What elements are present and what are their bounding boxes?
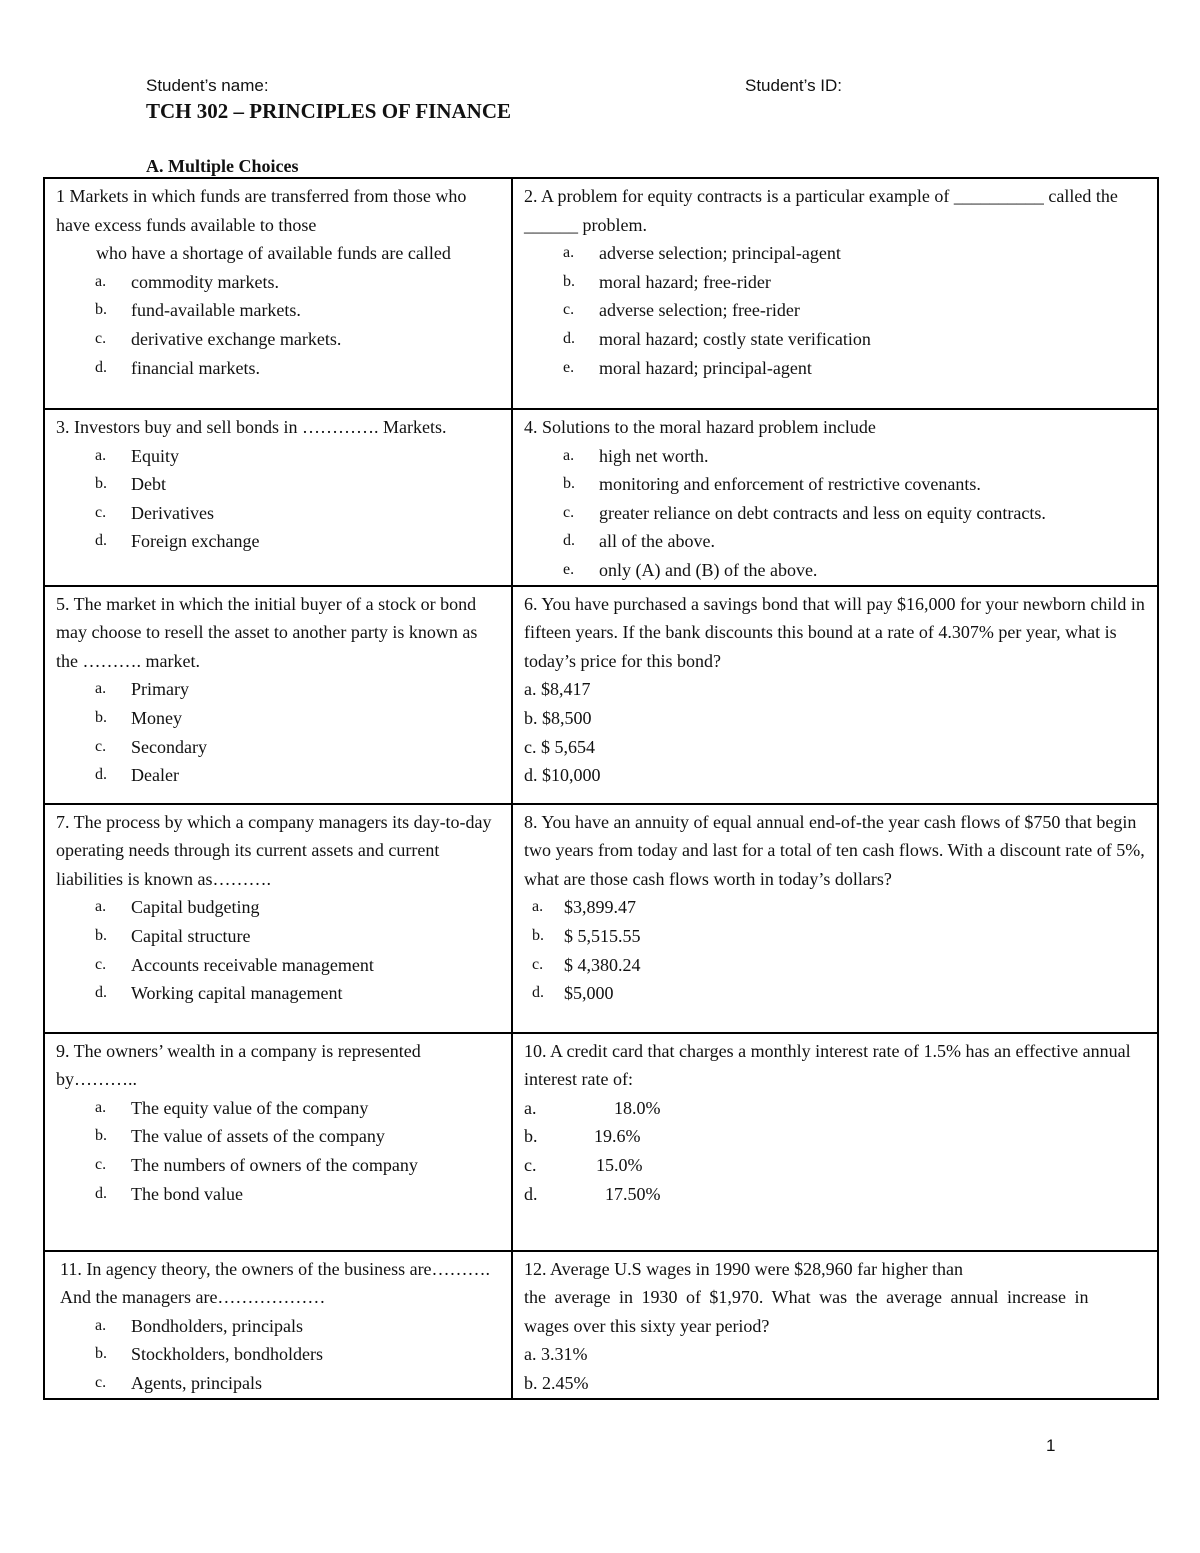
- option-d[interactable]: d. 17.50%: [524, 1183, 661, 1204]
- option-a[interactable]: a. 3.31%: [524, 1344, 588, 1365]
- option-a[interactable]: a. Bondholders, principals: [95, 1315, 303, 1336]
- question-cell-1: [44, 178, 512, 409]
- option-d[interactable]: d. Foreign exchange: [95, 531, 260, 552]
- question-text-continued: the average in 1930 of $1,970. What was the average annual increase in: [524, 1287, 1089, 1308]
- question-text: 10. A credit card that charges a monthly interest rate of 1.5% has an effective annual interest rate of:: [524, 1040, 1131, 1090]
- question-cell-10: [512, 1033, 1158, 1251]
- question-text: 1 Markets in which funds are transferred from those who have excess funds available to those: [56, 186, 467, 235]
- question-cell-9: [44, 1033, 512, 1251]
- question-text: 3. Investors buy and sell bonds in …………. Markets.: [56, 417, 447, 437]
- table-row: [44, 1251, 1158, 1399]
- option-c[interactable]: c. Derivatives: [95, 502, 214, 523]
- student-name-label: Student’s name:: [146, 76, 269, 95]
- option-b[interactable]: b. $ 5,515.55: [532, 925, 641, 946]
- question-text: 11. In agency theory, the owners of the business are………. And the managers are………………: [60, 1258, 491, 1308]
- question-text: 8. You have an annuity of equal annual end-of-the year cash flows of $750 that begin two years from today and last for a total of ten cash flows. With a discount rate of 5%, what are those cash flows worth in today’s dollars?: [524, 811, 1145, 889]
- question-cell-8: [512, 804, 1158, 1033]
- question-cell-4: [512, 409, 1158, 586]
- option-b[interactable]: b. $8,500: [524, 707, 592, 728]
- option-d[interactable]: d. $10,000: [524, 765, 601, 786]
- question-text: 5. The market in which the initial buyer of a stock or bond may choose to resell the asset to another party is known as the ………. market.: [56, 593, 478, 671]
- option-c[interactable]: c. greater reliance on debt contracts and less on equity contracts.: [563, 502, 1046, 523]
- option-b[interactable]: b. monitoring and enforcement of restrictive covenants.: [563, 474, 981, 495]
- option-c[interactable]: c. derivative exchange markets.: [95, 328, 342, 349]
- option-list: [524, 1340, 1147, 1397]
- option-c[interactable]: c. 15.0%: [524, 1154, 643, 1175]
- student-id-label: Student’s ID:: [745, 76, 843, 95]
- option-a[interactable]: a. adverse selection; principal-agent: [563, 243, 841, 264]
- option-list: [56, 675, 501, 789]
- table-row: [44, 804, 1158, 1033]
- option-a[interactable]: a. Primary: [95, 679, 189, 700]
- option-a[interactable]: a. Capital budgeting: [95, 897, 260, 918]
- option-a[interactable]: a. The equity value of the company: [95, 1097, 369, 1118]
- question-text: 6. You have purchased a savings bond that will pay $16,000 for your newborn child in fifteen years. If the bank discounts this bound at a rate of 4.307% per year, what is today’s price for this bond?: [524, 593, 1145, 671]
- question-text-continued: wages over this sixty year period?: [524, 1315, 770, 1336]
- question-text-continued: who have a shortage of available funds are called: [96, 243, 451, 264]
- option-list: [524, 1094, 1147, 1208]
- option-list: [56, 1312, 501, 1398]
- question-cell-11: [44, 1251, 512, 1399]
- page-title: TCH 302 – PRINCIPLES OF FINANCE: [146, 99, 511, 123]
- option-e[interactable]: e. only (A) and (B) of the above.: [563, 559, 818, 580]
- option-b[interactable]: b. Debt: [95, 474, 166, 495]
- option-c[interactable]: c. Agents, principals: [95, 1372, 262, 1393]
- option-b[interactable]: b. Capital structure: [95, 925, 251, 946]
- option-list: [485, 893, 1147, 1007]
- question-cell-5: [44, 586, 512, 804]
- question-text: 2. A problem for equity contracts is a particular example of __________ called the ______ problem.: [524, 186, 1118, 235]
- option-d[interactable]: d. Dealer: [95, 765, 179, 786]
- question-text: 12. Average U.S wages in 1990 were $28,960 far higher than: [524, 1258, 964, 1279]
- option-c[interactable]: c. Secondary: [95, 736, 207, 757]
- question-cell-7: [44, 804, 512, 1033]
- question-text: 9. The owners’ wealth in a company is represented by………..: [56, 1040, 421, 1090]
- option-b[interactable]: b. fund-available markets.: [95, 300, 301, 321]
- question-text: 4. Solutions to the moral hazard problem include: [524, 417, 876, 437]
- option-d[interactable]: d. $5,000: [532, 983, 614, 1004]
- option-list: [56, 268, 501, 382]
- questions-table: [43, 177, 1159, 1400]
- option-d[interactable]: d. Working capital management: [95, 983, 343, 1004]
- option-b[interactable]: b. Money: [95, 707, 182, 728]
- question-cell-12: [512, 1251, 1158, 1399]
- option-d[interactable]: d. all of the above.: [563, 531, 715, 552]
- option-a[interactable]: a. $3,899.47: [532, 897, 636, 918]
- option-list: [524, 675, 1147, 789]
- option-c[interactable]: c. The numbers of owners of the company: [95, 1154, 418, 1175]
- option-list: [524, 239, 1147, 382]
- table-row: [44, 586, 1158, 804]
- option-d[interactable]: d. moral hazard; costly state verification: [563, 328, 871, 349]
- option-b[interactable]: b. The value of assets of the company: [95, 1126, 385, 1147]
- option-d[interactable]: d. The bond value: [95, 1183, 243, 1204]
- option-c[interactable]: c. Accounts receivable management: [95, 954, 374, 975]
- option-a[interactable]: a. $8,417: [524, 679, 591, 700]
- option-e[interactable]: e. moral hazard; principal-agent: [563, 357, 812, 378]
- option-b[interactable]: b. 19.6%: [524, 1126, 641, 1147]
- option-a[interactable]: a. 18.0%: [524, 1097, 661, 1118]
- page-number: 1: [1046, 1436, 1056, 1455]
- option-a[interactable]: a. commodity markets.: [95, 271, 279, 292]
- table-row: [44, 178, 1158, 409]
- option-list: [56, 1094, 501, 1208]
- option-b[interactable]: b. moral hazard; free-rider: [563, 271, 771, 292]
- question-cell-3: [44, 409, 512, 586]
- option-b[interactable]: b. Stockholders, bondholders: [95, 1344, 323, 1365]
- option-list: [56, 893, 501, 1007]
- option-b[interactable]: b. 2.45%: [524, 1372, 589, 1393]
- option-c[interactable]: c. $ 5,654: [524, 736, 595, 757]
- table-row: [44, 1033, 1158, 1251]
- section-heading: A. Multiple Choices: [146, 156, 299, 176]
- question-text: 7. The process by which a company managers its day-to-day operating needs through its current assets and current liabilities is known as……….: [56, 811, 492, 889]
- question-cell-2: [512, 178, 1158, 409]
- option-d[interactable]: d. financial markets.: [95, 357, 260, 378]
- table-row: [44, 409, 1158, 586]
- question-cell-6: [512, 586, 1158, 804]
- option-c[interactable]: c. adverse selection; free-rider: [563, 300, 800, 321]
- option-list: [56, 442, 501, 556]
- option-a[interactable]: a. high net worth.: [563, 445, 709, 466]
- option-list: [524, 442, 1147, 585]
- option-a[interactable]: a. Equity: [95, 445, 179, 466]
- option-c[interactable]: c. $ 4,380.24: [532, 954, 641, 975]
